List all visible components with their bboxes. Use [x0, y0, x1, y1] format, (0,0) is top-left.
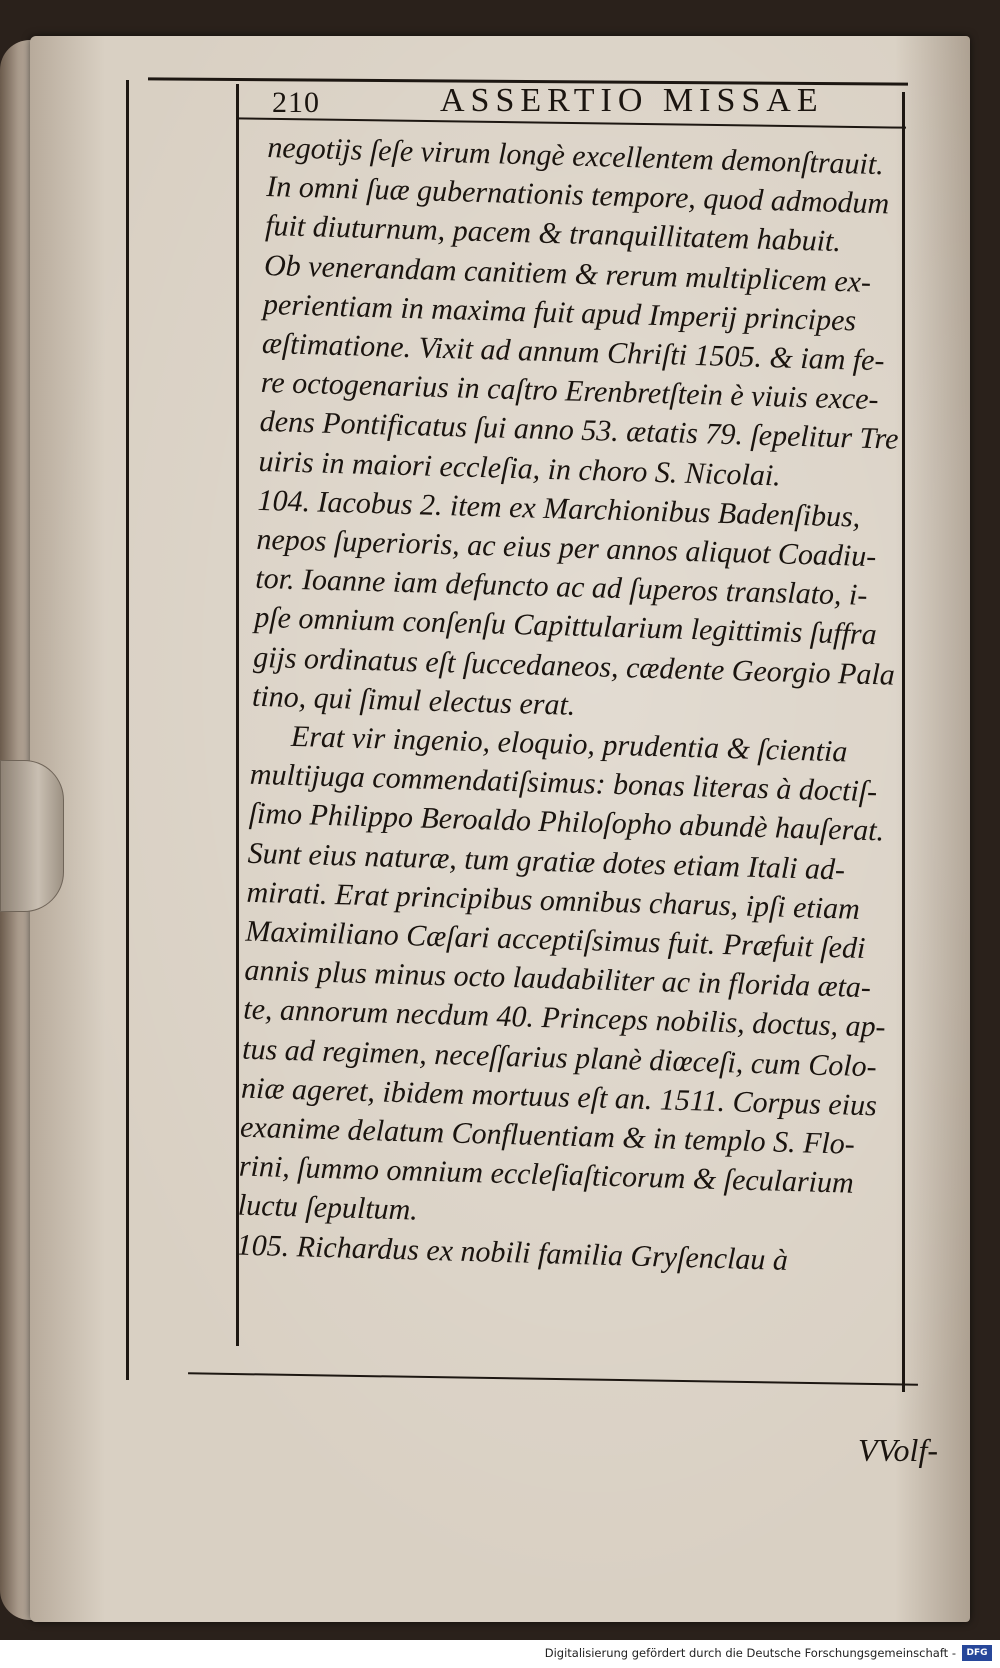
footer-credit: Digitalisierung gefördert durch die Deutsche Forschungsgemeinschaft - — [544, 1646, 956, 1660]
text-line: annis plus minus octo laudabiliter ac in florida æta- — [244, 953, 872, 1005]
page-clip — [0, 760, 64, 912]
catchword: VVolf- — [858, 1432, 938, 1468]
text-line: niæ ageret, ibidem mortuus eſt an. 1511. Corpus eius — [240, 1071, 878, 1123]
page-header — [272, 74, 952, 120]
text-line: tino, qui ſimul electus erat. — [251, 679, 576, 722]
body-text — [236, 128, 957, 1284]
text-line: te, annorum necdum 40. Princeps nobilis, doctus, ap- — [242, 993, 887, 1045]
text-line: ſimo Philippo Beroaldo Philoſopho abundè hauſerat. — [248, 797, 885, 848]
dfg-logo-icon[interactable]: DFG — [962, 1645, 992, 1661]
text-line: tor. Ioanne iam defuncto ac ad ſuperos translato, i- — [254, 562, 868, 613]
left-outer-rule — [126, 80, 129, 1380]
running-title: ASSERTIO MISSAE — [440, 82, 824, 119]
text-line: perientiam in maxima fuit apud Imperij principes — [262, 287, 857, 338]
text-line: Erat vir ingenio, eloquio, prudentia & ſcientia — [290, 719, 848, 769]
text-line: pſe omnium conſenſu Capittularium legittimis ſuffra — [253, 601, 878, 652]
text-line: mirati. Erat principibus omnibus charus, ipſi etiam — [246, 875, 861, 926]
text-line: fuit diuturnum, pacem & tranquillitatem habuit. — [264, 209, 842, 259]
text-line: multijuga commendatiſsimus: bonas literas à doctiſ- — [249, 758, 878, 809]
text-line: Sunt eius naturæ, tum gratiæ dotes etiam Itali ad- — [247, 836, 846, 887]
text-line: tus ad regimen, neceſſarius planè diœceſi, cum Colo- — [241, 1032, 878, 1084]
text-line: uiris in maiori eccleſia, in choro S. Nicolai. — [258, 444, 782, 493]
text-line: 105. Richardus ex nobili familia Gryſenclau à — [236, 1228, 789, 1277]
text-line: rini, ſummo omnium eccleſiaſticorum & ſecularium — [238, 1149, 855, 1201]
text-line: nepos ſuperioris, ac eius per annos aliquot Coadiu- — [256, 522, 877, 574]
text-line: 104. Iacobus 2. item ex Marchionibus Badenſibus, — [257, 483, 861, 534]
text-line: In omni ſuæ gubernationis tempore, quod admodum — [265, 170, 890, 221]
text-line: exanime delatum Confluentiam & in templo S. Flo- — [239, 1110, 856, 1161]
text-line: negotijs ſeſe virum longè excellentem demonſtrauit. — [266, 130, 885, 182]
text-line: gijs ordinatus eſt ſuccedaneos, cædente Georgio Pala — [252, 640, 896, 692]
text-line: luctu ſepultum. — [237, 1189, 419, 1228]
text-line: æſtimatione. Vixit ad annum Chriſti 1505. & iam fe- — [261, 326, 885, 378]
text-line: Maximiliano Cæſari acceptiſsimus fuit. Præfuit ſedi — [245, 914, 866, 966]
text-line: dens Pontificatus ſui anno 53. ætatis 79. ſepelitur Tre — [259, 405, 899, 457]
text-line: re octogenarius in caſtro Erenbretſtein è viuis exce- — [260, 366, 879, 417]
page-number: 210 — [272, 86, 320, 119]
text-line: Ob venerandam canitiem & rerum multiplicem ex- — [263, 248, 872, 299]
